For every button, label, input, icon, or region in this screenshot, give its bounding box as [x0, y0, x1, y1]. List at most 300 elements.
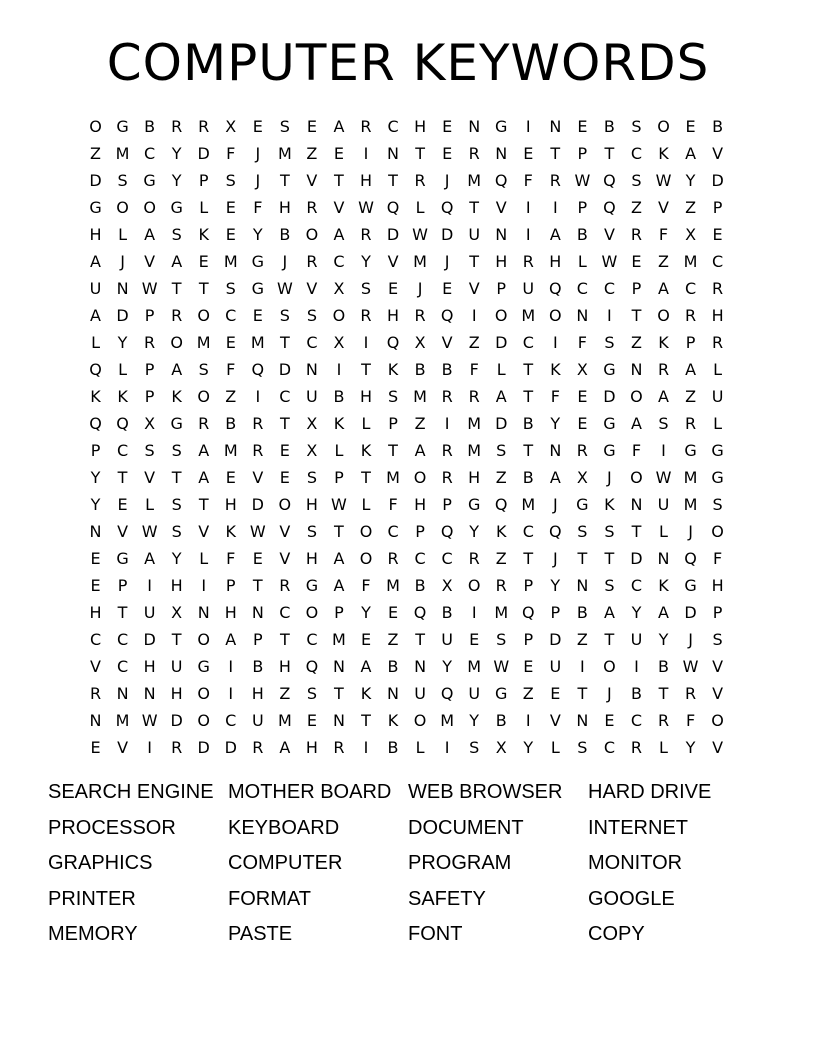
grid-letter: M: [467, 657, 482, 676]
grid-letter: U: [170, 657, 183, 676]
grid-letter: L: [659, 522, 668, 541]
grid-letter: M: [413, 252, 427, 271]
grid-letter: E: [306, 117, 317, 136]
grid-letter: A: [549, 225, 561, 244]
grid-letter: S: [496, 441, 507, 460]
grid-letter: U: [306, 387, 318, 406]
grid-letter: M: [683, 495, 698, 514]
grid-letter: K: [360, 441, 372, 460]
grid-letter: W: [249, 522, 266, 541]
grid-letter: P: [144, 387, 155, 406]
grid-letter: C: [684, 279, 697, 298]
grid-letter: N: [630, 360, 643, 379]
grid-letter: T: [117, 603, 128, 622]
grid-letter: B: [441, 603, 453, 622]
grid-letter: T: [198, 495, 209, 514]
grid-letter: U: [657, 495, 670, 514]
grid-letter: Z: [685, 198, 697, 217]
grid-letter: O: [413, 711, 427, 730]
grid-letter: T: [631, 306, 642, 325]
grid-letter: V: [712, 738, 724, 757]
grid-letter: D: [89, 171, 102, 190]
grid-letter: T: [279, 171, 290, 190]
grid-letter: B: [387, 738, 399, 757]
grid-letter: U: [549, 657, 562, 676]
grid-letter: S: [387, 387, 399, 406]
grid-letter: Q: [116, 414, 129, 433]
grid-letter: M: [467, 414, 482, 433]
grid-letter: H: [170, 684, 183, 703]
grid-letter: I: [607, 306, 612, 325]
grid-letter: I: [471, 306, 477, 325]
grid-letter: V: [468, 279, 480, 298]
grid-letter: O: [630, 387, 643, 406]
grid-letter: K: [387, 711, 399, 730]
grid-letter: J: [255, 171, 261, 190]
grid-letter: G: [684, 441, 697, 460]
grid-letter: E: [279, 441, 290, 460]
grid-letter: N: [251, 603, 264, 622]
grid-letter: F: [226, 144, 236, 163]
grid-letter: O: [197, 630, 210, 649]
grid-letter: W: [655, 468, 672, 487]
grid-letter: W: [331, 495, 347, 514]
grid-letter: Q: [440, 522, 454, 541]
grid-letter: O: [630, 468, 643, 487]
grid-letter: I: [255, 387, 261, 406]
grid-letter: I: [228, 684, 234, 703]
grid-letter: C: [630, 576, 643, 595]
grid-letter: C: [387, 117, 399, 136]
grid-letter: F: [226, 549, 236, 568]
grid-letter: O: [549, 306, 562, 325]
grid-letter: S: [712, 630, 723, 649]
word-list-item: MOTHER BOARD: [228, 781, 392, 803]
grid-letter: T: [334, 522, 344, 541]
word-list-item: GOOGLE: [588, 887, 675, 910]
grid-letter: Z: [576, 630, 588, 649]
grid-letter: E: [225, 225, 236, 244]
grid-letter: H: [414, 495, 427, 514]
grid-letter: T: [334, 684, 344, 703]
grid-letter: J: [552, 495, 558, 514]
grid-letter: G: [467, 495, 481, 514]
grid-letter: S: [225, 171, 236, 190]
grid-letter: R: [549, 171, 561, 190]
grid-letter: M: [250, 333, 265, 352]
grid-letter: X: [576, 360, 588, 379]
grid-letter: L: [659, 738, 668, 757]
grid-letter: U: [468, 225, 481, 244]
grid-letter: S: [225, 279, 236, 298]
grid-letter: C: [306, 333, 318, 352]
grid-letter: M: [440, 711, 455, 730]
grid-letter: R: [468, 549, 480, 568]
grid-letter: D: [495, 414, 508, 433]
grid-letter: X: [495, 738, 507, 757]
grid-letter: Z: [279, 684, 291, 703]
grid-letter: C: [144, 144, 156, 163]
word-list-item: MEMORY: [48, 923, 138, 945]
grid-letter: E: [90, 576, 101, 595]
grid-letter: D: [143, 630, 156, 649]
grid-letter: Z: [630, 198, 642, 217]
grid-letter: X: [171, 603, 183, 622]
grid-letter: I: [147, 738, 152, 757]
grid-letter: W: [141, 711, 158, 730]
grid-letter: F: [523, 171, 533, 190]
grid-letter: X: [306, 414, 318, 433]
grid-letter: V: [712, 144, 724, 163]
grid-letter: B: [144, 117, 156, 136]
grid-letter: Q: [494, 171, 508, 190]
grid-letter: S: [604, 333, 615, 352]
grid-letter: G: [251, 279, 264, 298]
grid-letter: J: [444, 171, 450, 190]
grid-letter: S: [171, 495, 182, 514]
grid-letter: Z: [658, 252, 669, 271]
grid-letter: I: [147, 576, 152, 595]
grid-letter: I: [363, 144, 369, 163]
grid-letter: T: [171, 468, 182, 487]
grid-letter: C: [279, 387, 291, 406]
grid-letter: P: [577, 198, 588, 217]
grid-letter: V: [279, 522, 291, 541]
grid-letter: H: [305, 495, 318, 514]
grid-letter: H: [89, 603, 102, 622]
grid-letter: G: [603, 360, 616, 379]
grid-letter: N: [630, 495, 643, 514]
grid-letter: B: [576, 225, 588, 244]
grid-letter: E: [604, 711, 615, 730]
grid-letter: V: [90, 657, 101, 676]
grid-letter: J: [417, 279, 423, 298]
grid-letter: Y: [90, 495, 101, 514]
grid-letter: Y: [171, 144, 182, 163]
grid-letter: S: [117, 171, 128, 190]
grid-letter: P: [144, 360, 155, 379]
grid-letter: O: [278, 495, 292, 514]
grid-letter: R: [279, 576, 291, 595]
grid-letter: O: [657, 117, 670, 136]
grid-letter: M: [115, 711, 130, 730]
grid-letter: E: [442, 117, 453, 136]
grid-letter: P: [577, 144, 588, 163]
grid-letter: H: [359, 387, 372, 406]
grid-letter: R: [468, 387, 480, 406]
grid-letter: P: [523, 630, 534, 649]
grid-letter: A: [495, 387, 507, 406]
word-list-item: GRAPHICS: [48, 852, 153, 874]
grid-letter: S: [171, 522, 182, 541]
grid-letter: W: [141, 279, 158, 298]
grid-letter: C: [387, 522, 399, 541]
grid-letter: T: [415, 144, 425, 163]
grid-letter: O: [197, 306, 210, 325]
grid-letter: N: [197, 603, 210, 622]
grid-letter: Y: [469, 711, 480, 730]
grid-letter: S: [577, 522, 588, 541]
grid-letter: P: [496, 279, 507, 298]
grid-letter: D: [684, 603, 697, 622]
grid-letter: E: [685, 117, 696, 136]
grid-letter: R: [441, 468, 453, 487]
grid-letter: O: [359, 522, 373, 541]
grid-letter: I: [552, 333, 558, 352]
grid-letter: W: [655, 171, 672, 190]
grid-letter: O: [657, 306, 670, 325]
grid-letter: O: [143, 198, 156, 217]
grid-letter: P: [388, 414, 398, 433]
grid-letter: A: [333, 549, 345, 568]
grid-letter: T: [279, 333, 290, 352]
grid-letter: A: [603, 603, 615, 622]
grid-letter: N: [495, 144, 508, 163]
grid-letter: T: [469, 198, 480, 217]
grid-letter: I: [580, 657, 585, 676]
grid-letter: N: [576, 711, 589, 730]
grid-letter: H: [89, 225, 102, 244]
grid-letter: R: [252, 441, 264, 460]
grid-letter: R: [252, 414, 264, 433]
grid-letter: Z: [495, 549, 507, 568]
grid-letter: I: [336, 360, 342, 379]
grid-letter: T: [388, 171, 398, 190]
grid-letter: P: [225, 576, 236, 595]
word-list-item: HARD DRIVE: [588, 781, 712, 803]
grid-letter: R: [198, 414, 210, 433]
grid-letter: A: [171, 360, 183, 379]
grid-letter: U: [630, 630, 643, 649]
grid-letter: C: [225, 306, 237, 325]
grid-letter: W: [141, 522, 158, 541]
grid-letter: O: [603, 657, 616, 676]
grid-letter: E: [225, 198, 236, 217]
grid-letter: H: [224, 495, 237, 514]
grid-letter: K: [117, 387, 128, 406]
grid-letter: O: [494, 306, 508, 325]
grid-letter: A: [658, 387, 669, 406]
grid-letter: V: [549, 711, 561, 730]
grid-letter: R: [684, 414, 697, 433]
grid-letter: E: [577, 387, 588, 406]
grid-letter: P: [712, 198, 723, 217]
grid-letter: H: [170, 576, 183, 595]
grid-letter: K: [360, 684, 372, 703]
grid-letter: W: [276, 279, 293, 298]
grid-letter: N: [657, 549, 670, 568]
grid-letter: T: [523, 360, 534, 379]
grid-letter: F: [469, 360, 479, 379]
grid-letter: D: [711, 171, 724, 190]
grid-letter: L: [496, 360, 506, 379]
grid-letter: H: [278, 198, 291, 217]
grid-letter: R: [171, 306, 183, 325]
grid-letter: Y: [550, 414, 561, 433]
grid-letter: T: [361, 711, 371, 730]
grid-letter: M: [223, 252, 238, 271]
grid-letter: U: [711, 387, 724, 406]
word-list-item: PASTE: [228, 923, 293, 945]
grid-letter: M: [683, 468, 698, 487]
grid-letter: Q: [549, 279, 562, 298]
grid-letter: Q: [684, 549, 697, 568]
grid-letter: C: [116, 657, 129, 676]
grid-letter: L: [118, 225, 128, 244]
grid-letter: A: [360, 657, 372, 676]
grid-letter: N: [116, 684, 129, 703]
grid-letter: F: [713, 549, 723, 568]
grid-letter: R: [360, 225, 372, 244]
grid-letter: E: [252, 117, 263, 136]
grid-letter: N: [89, 522, 102, 541]
grid-letter: Z: [495, 468, 507, 487]
grid-letter: Y: [90, 468, 101, 487]
grid-letter: Q: [603, 171, 616, 190]
grid-letter: B: [225, 414, 237, 433]
grid-letter: V: [333, 198, 345, 217]
grid-letter: E: [306, 711, 317, 730]
word-list-item: MONITOR: [588, 852, 683, 874]
grid-letter: K: [658, 333, 669, 352]
grid-letter: C: [116, 630, 129, 649]
grid-letter: N: [332, 711, 345, 730]
grid-letter: P: [144, 306, 155, 325]
grid-letter: R: [171, 738, 183, 757]
word-list-item: SAFETY: [408, 887, 486, 910]
grid-letter: P: [252, 630, 263, 649]
grid-letter: I: [525, 711, 531, 730]
grid-letter: Q: [440, 198, 454, 217]
grid-letter: G: [495, 117, 508, 136]
grid-letter: I: [525, 117, 531, 136]
grid-letter: Z: [306, 144, 318, 163]
grid-letter: J: [607, 468, 612, 487]
grid-letter: R: [414, 306, 426, 325]
grid-letter: I: [661, 441, 666, 460]
grid-letter: R: [306, 252, 318, 271]
grid-letter: G: [170, 198, 183, 217]
grid-letter: G: [170, 414, 183, 433]
grid-letter: K: [225, 522, 236, 541]
grid-letter: B: [576, 603, 588, 622]
grid-letter: A: [333, 225, 345, 244]
grid-letter: J: [282, 252, 288, 271]
grid-letter: M: [467, 171, 482, 190]
grid-letter: S: [279, 117, 290, 136]
grid-letter: D: [549, 630, 562, 649]
grid-letter: B: [522, 414, 534, 433]
grid-letter: Q: [89, 360, 102, 379]
grid-letter: A: [333, 576, 345, 595]
grid-letter: V: [198, 522, 210, 541]
grid-letter: R: [306, 198, 318, 217]
grid-letter: S: [198, 360, 209, 379]
grid-letter: L: [199, 549, 209, 568]
grid-letter: Y: [252, 225, 263, 244]
grid-letter: M: [196, 333, 211, 352]
grid-letter: K: [550, 360, 561, 379]
grid-letter: S: [658, 414, 669, 433]
grid-letter: R: [522, 252, 534, 271]
grid-letter: L: [334, 441, 344, 460]
grid-letter: L: [361, 495, 371, 514]
grid-letter: H: [305, 738, 318, 757]
grid-letter: D: [170, 711, 183, 730]
grid-letter: S: [279, 306, 290, 325]
grid-letter: C: [116, 441, 129, 460]
grid-letter: H: [468, 468, 481, 487]
grid-letter: G: [711, 441, 724, 460]
grid-letter: L: [550, 738, 560, 757]
grid-letter: F: [361, 576, 371, 595]
word-list-item: SEARCH ENGINE: [48, 781, 214, 803]
grid-letter: E: [387, 279, 399, 298]
grid-letter: K: [604, 495, 615, 514]
grid-letter: O: [170, 333, 183, 352]
grid-letter: X: [333, 333, 345, 352]
grid-letter: J: [552, 549, 558, 568]
grid-letter: B: [279, 225, 291, 244]
grid-letter: V: [306, 279, 318, 298]
grid-letter: N: [143, 684, 156, 703]
grid-letter: R: [360, 117, 372, 136]
grid-letter: A: [333, 117, 345, 136]
grid-letter: E: [90, 738, 101, 757]
grid-letter: M: [413, 387, 427, 406]
grid-letter: B: [495, 711, 507, 730]
grid-letter: O: [197, 684, 210, 703]
grid-letter: L: [415, 198, 425, 217]
grid-letter: Y: [685, 738, 696, 757]
grid-letter: L: [577, 252, 587, 271]
grid-letter: C: [414, 549, 426, 568]
grid-letter: T: [171, 630, 182, 649]
grid-letter: B: [712, 117, 724, 136]
grid-letter: M: [277, 711, 292, 730]
grid-letter: H: [278, 657, 291, 676]
grid-letter: N: [549, 117, 562, 136]
grid-letter: H: [143, 657, 156, 676]
word-list-item: FORMAT: [228, 887, 311, 910]
grid-letter: I: [228, 657, 234, 676]
grid-letter: R: [712, 333, 724, 352]
grid-letter: B: [603, 117, 615, 136]
grid-letter: X: [414, 333, 426, 352]
grid-letter: T: [252, 576, 263, 595]
grid-letter: N: [468, 117, 481, 136]
grid-letter: K: [658, 144, 669, 163]
grid-letter: T: [523, 387, 534, 406]
grid-letter: N: [332, 657, 345, 676]
grid-letter: H: [251, 684, 264, 703]
grid-letter: B: [414, 360, 426, 379]
grid-letter: H: [359, 171, 372, 190]
grid-letter: Z: [630, 333, 642, 352]
grid-letter: B: [441, 360, 453, 379]
grid-letter: D: [116, 306, 129, 325]
grid-letter: H: [224, 603, 237, 622]
grid-letter: P: [523, 576, 534, 595]
grid-letter: D: [440, 225, 454, 244]
grid-letter: D: [251, 495, 264, 514]
grid-letter: B: [522, 468, 534, 487]
grid-letter: Y: [171, 549, 182, 568]
grid-letter: V: [306, 171, 318, 190]
grid-letter: D: [197, 738, 210, 757]
grid-letter: E: [90, 549, 101, 568]
grid-letter: V: [144, 468, 156, 487]
